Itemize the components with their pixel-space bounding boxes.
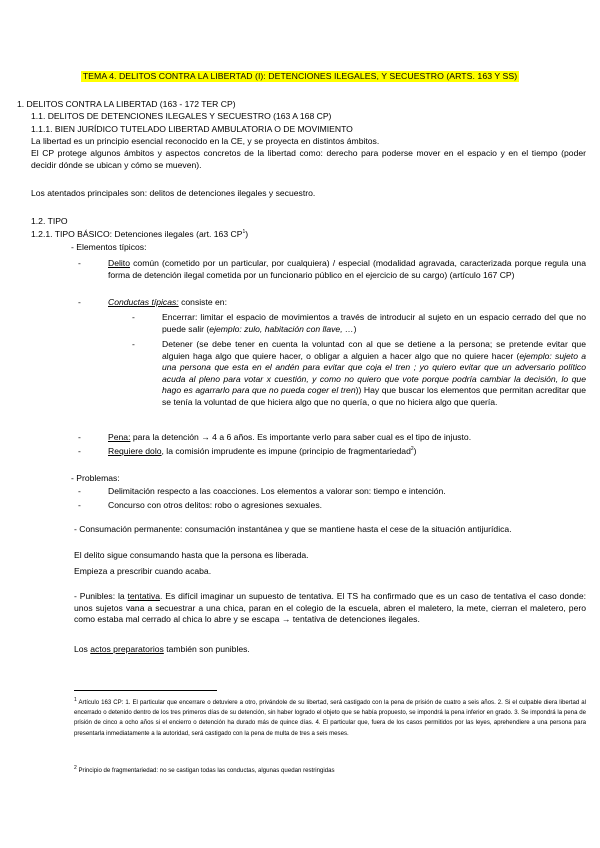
- heading-1-2-1: [31, 229, 248, 241]
- problema-item-1: - Delimitación respecto a las coacciones. Los elementos a valorar son: tiempo e intención.: [108, 486, 446, 498]
- punibles-text: . Es difícil imaginar un supuesto de tentativa. El TS ha confirmado que es un caso de tentativa el caso donde: unos sujetos vana a secuestrar a una chica, paran en el colegio de la escuela, abren el maletero, la mete, cierran el maletero, pero como estaba mal cerrado al chica lo abre y se escapa → tentativa de detenciones ilegales.: [74, 591, 586, 625]
- heading-1-2-1-text: 1.2.1. TIPO BÁSICO: Detenciones ilegales (art. 163 CP: [31, 229, 243, 239]
- encerrar-close: ): [353, 323, 357, 334]
- heading-1-2-1-close: ): [245, 229, 249, 239]
- heading-1-1-1: 1.1.1. BIEN JURÍDICO TUTELADO LIBERTAD AMBULATORIA O DE MOVIMIENTO: [31, 124, 353, 134]
- encerrar-text: Encerrar: limitar el espacio de movimientos a través de introducir al sujeto en un espacio cerrado del que no puede salir (: [162, 312, 586, 334]
- heading-1-2: 1.2. TIPO: [31, 216, 68, 226]
- paragraph-consumacion-3: Empieza a prescribir cuando acaba.: [74, 566, 212, 576]
- sublist-item-encerrar: [162, 312, 586, 335]
- footnote-ref-1[interactable]: 1: [242, 229, 246, 236]
- delito-label: Delito: [108, 258, 130, 268]
- paragraph-actos: [74, 644, 250, 656]
- list-item-dolo: [108, 446, 417, 458]
- list-item-pena: [108, 432, 471, 444]
- paragraph-cp-protege: El CP protege algunos ámbitos y aspectos concretos de la libertad como: derecho para poderse mover en el espacio y en el tiempo (poder decidir dónde se ubican y cómo se mueven).: [31, 148, 586, 170]
- footnote-ref-2[interactable]: 2: [410, 446, 414, 453]
- encerrar-example: ejemplo: zulo, habitación con llave, …: [209, 323, 354, 334]
- actos-preparatorios: actos preparatorios: [90, 644, 164, 654]
- footnote-2-text: Principio de fragmentariedad: no se castigan todas las conductas, algunas quedan restringidas: [76, 767, 335, 774]
- list-item-delito: [108, 258, 586, 281]
- title-container: [0, 71, 600, 83]
- paragraph-consumacion: - Consumación permanente: consumación instantánea y que se mantiene hasta el cese de la situación antijurídica.: [74, 524, 512, 534]
- list-item-conductas: [108, 297, 227, 309]
- problemas-header: - Problemas:: [71, 473, 120, 483]
- footnote-2: [74, 766, 335, 776]
- actos-text: también son punibles.: [163, 644, 250, 654]
- conductas-text: consiste en:: [178, 297, 227, 307]
- heading-1: 1. DELITOS CONTRA LA LIBERTAD (163 - 172 TER CP): [17, 99, 236, 109]
- conductas-label: Conductas típicas:: [108, 297, 179, 307]
- footnote-1-text: Artículo 163 CP: 1. El particular que encerrare o detuviere a otro, privándole de su libertad, será castigado con la pena de prisión de cuatro a seis años. 2. Si el culpable diera libertad al encerrado o detenido dentro de los tres primeros días de su detención, sin haber logrado el objeto que se había propuesto, se impondrá la pena inferior en grado. 3. Se impondrá la pena de prisión de cinco a ocho años si el encierro o detención ha durado más de quince días. 4. El particular que, fuera de los casos permitidos por las leyes, aprehendiere a una persona para presentarla inmediatamente a la autoridad, será castigado con la pena de multa de tres a seis meses.: [74, 699, 586, 737]
- pena-label: Pena:: [108, 432, 131, 442]
- heading-1-1: 1.1. DELITOS DE DETENCIONES ILEGALES Y SECUESTRO (163 A 168 CP): [31, 111, 332, 121]
- problema-item-2: - Concurso con otros delitos: robo o agresiones sexuales.: [108, 500, 322, 512]
- detener-close: )) Hay que buscar los elementos que permitan acreditar que se tenía la voluntad de que hiciera algo que no quería, o que no hiciera algo que quería.: [162, 385, 586, 407]
- dolo-text: , la comisión imprudente es impune (principio de fragmentariedad: [161, 446, 411, 456]
- sublist-item-detener: [162, 339, 586, 409]
- footnote-2-number: 2: [74, 764, 77, 771]
- actos-intro: Los: [74, 644, 91, 654]
- detener-example: ejemplo: sujeto a una persona que esta en el andén para evitar que coja el tren ; yo quiero evitar que un adversario político acuda al pleno para votar x cuestión, y como no quiero que vote porque podría cambiar la decisión, lo que hago es agarrarlo para que no pueda coger el tren: [162, 350, 586, 396]
- footnote-1-number: 1: [74, 696, 77, 703]
- document-title: TEMA 4. DELITOS CONTRA LA LIBERTAD (I): DETENCIONES ILEGALES, Y SECUESTRO (ARTS. 163 Y SS): [82, 71, 518, 81]
- elementos-header: - Elementos típicos:: [71, 242, 147, 252]
- detener-text: Detener (se debe tener en cuenta la voluntad con al que se detiene a la persona; se pretende evitar que alguien haga algo que quiere hacer, o obligar a alguien a hacer algo que no quiere hacer (: [162, 339, 586, 361]
- paragraph-consumacion-2: El delito sigue consumando hasta que la persona es liberada.: [74, 550, 309, 560]
- paragraph-punibles: [74, 591, 586, 626]
- punibles-tentativa: tentativa: [127, 591, 161, 601]
- punibles-intro: - Punibles: la: [74, 591, 128, 601]
- dolo-label: Requiere dolo: [108, 446, 162, 456]
- paragraph-libertad: La libertad es un principio esencial reconocido en la CE, y se proyecta en distintos ámbitos.: [31, 136, 380, 146]
- paragraph-atentados: Los atentados principales son: delitos de detenciones ilegales y secuestro.: [31, 188, 316, 198]
- footnote-1: [74, 698, 586, 739]
- delito-text: común (cometido por un particular, por cualquiera) / especial (modalidad agravada, caracterizada porque regula una forma de detención ilegal cometida por un funcionario público en el ejercicio de su cargo) (artículo 167 CP): [108, 258, 586, 280]
- footnote-separator: [74, 690, 217, 691]
- dolo-close: ): [413, 446, 417, 456]
- pena-text: para la detención → 4 a 6 años. Es importante verlo para saber cual es el tipo de injusto.: [130, 432, 472, 442]
